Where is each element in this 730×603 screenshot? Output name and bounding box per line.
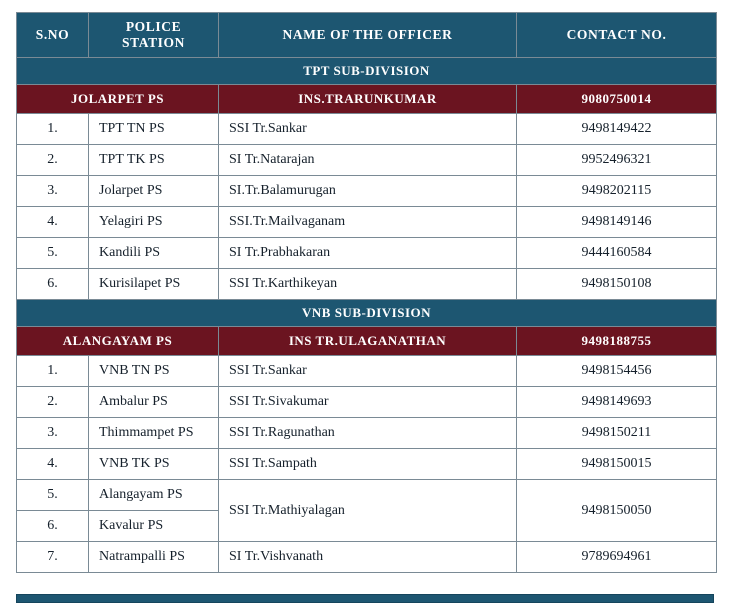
row-station: TPT TK PS: [89, 145, 219, 176]
table-row: [17, 114, 717, 145]
row-officer: SI Tr.Vishvanath: [219, 542, 517, 573]
row-officer: SSI Tr.Ragunathan: [219, 418, 517, 449]
column-header-officer-name: NAME OF THE OFFICER: [219, 13, 517, 58]
row-contact: 9498150108: [517, 269, 717, 300]
row-contact: 9952496321: [517, 145, 717, 176]
table-row: [17, 176, 717, 207]
row-sno: 6.: [17, 511, 89, 542]
row-sno: 1.: [17, 356, 89, 387]
row-sno: 3.: [17, 176, 89, 207]
table-row: [17, 207, 717, 238]
row-officer: SSI Tr.Sampath: [219, 449, 517, 480]
inspector-row: [17, 85, 717, 114]
table-row: [17, 356, 717, 387]
row-sno: 2.: [17, 387, 89, 418]
row-officer: SI Tr.Natarajan: [219, 145, 517, 176]
table-row: [17, 238, 717, 269]
row-station: Ambalur PS: [89, 387, 219, 418]
row-sno: 4.: [17, 207, 89, 238]
row-officer: SSI.Tr.Mailvaganam: [219, 207, 517, 238]
row-officer: SI Tr.Prabhakaran: [219, 238, 517, 269]
subdivision-band: [17, 300, 717, 327]
column-header-sno: S.NO: [17, 13, 89, 58]
inspector-station: ALANGAYAM PS: [17, 327, 219, 356]
document-page: [0, 12, 730, 603]
row-contact: 9498154456: [517, 356, 717, 387]
inspector-name: INS TR.ULAGANATHAN: [219, 327, 517, 356]
row-contact: 9498149146: [517, 207, 717, 238]
row-officer: SI.Tr.Balamurugan: [219, 176, 517, 207]
row-sno: 6.: [17, 269, 89, 300]
table-row: [17, 387, 717, 418]
inspector-contact: 9080750014: [517, 85, 717, 114]
row-officer-merged: SSI Tr.Mathiyalagan: [219, 480, 517, 542]
row-contact: 9498202115: [517, 176, 717, 207]
officer-roster-table: [16, 12, 717, 573]
table-header-row: [17, 13, 717, 58]
row-contact: 9444160584: [517, 238, 717, 269]
row-contact: 9498149693: [517, 387, 717, 418]
row-station: Jolarpet PS: [89, 176, 219, 207]
row-station: Natrampalli PS: [89, 542, 219, 573]
table-row: [17, 542, 717, 573]
subdivision-label: TPT SUB-DIVISION: [17, 58, 717, 85]
table-row: [17, 418, 717, 449]
row-station: VNB TN PS: [89, 356, 219, 387]
row-sno: 5.: [17, 238, 89, 269]
row-sno: 1.: [17, 114, 89, 145]
row-station: Kavalur PS: [89, 511, 219, 542]
row-station: Alangayam PS: [89, 480, 219, 511]
row-sno: 3.: [17, 418, 89, 449]
inspector-contact: 9498188755: [517, 327, 717, 356]
bottom-band: [16, 594, 714, 603]
inspector-station: JOLARPET PS: [17, 85, 219, 114]
table-row: [17, 449, 717, 480]
row-officer: SSI Tr.Sankar: [219, 356, 517, 387]
row-sno: 4.: [17, 449, 89, 480]
table-row: [17, 480, 717, 511]
table-row: [17, 145, 717, 176]
subdivision-label: VNB SUB-DIVISION: [17, 300, 717, 327]
column-header-police-station: POLICE STATION: [89, 13, 219, 58]
row-station: Kurisilapet PS: [89, 269, 219, 300]
row-contact: 9498149422: [517, 114, 717, 145]
column-header-contact-no: CONTACT NO.: [517, 13, 717, 58]
table-header: [17, 13, 717, 58]
subdivision-band: [17, 58, 717, 85]
row-station: Thimmampet PS: [89, 418, 219, 449]
table-row: [17, 269, 717, 300]
row-station: Kandili PS: [89, 238, 219, 269]
row-station: TPT TN PS: [89, 114, 219, 145]
row-officer: SSI Tr.Karthikeyan: [219, 269, 517, 300]
row-sno: 5.: [17, 480, 89, 511]
row-sno: 2.: [17, 145, 89, 176]
inspector-name: INS.TRARUNKUMAR: [219, 85, 517, 114]
row-contact: 9789694961: [517, 542, 717, 573]
row-contact: 9498150211: [517, 418, 717, 449]
table-body: [17, 58, 717, 573]
row-contact: 9498150015: [517, 449, 717, 480]
row-officer: SSI Tr.Sivakumar: [219, 387, 517, 418]
row-officer: SSI Tr.Sankar: [219, 114, 517, 145]
row-sno: 7.: [17, 542, 89, 573]
row-station: Yelagiri PS: [89, 207, 219, 238]
row-station: VNB TK PS: [89, 449, 219, 480]
row-contact-merged: 9498150050: [517, 480, 717, 542]
inspector-row: [17, 327, 717, 356]
